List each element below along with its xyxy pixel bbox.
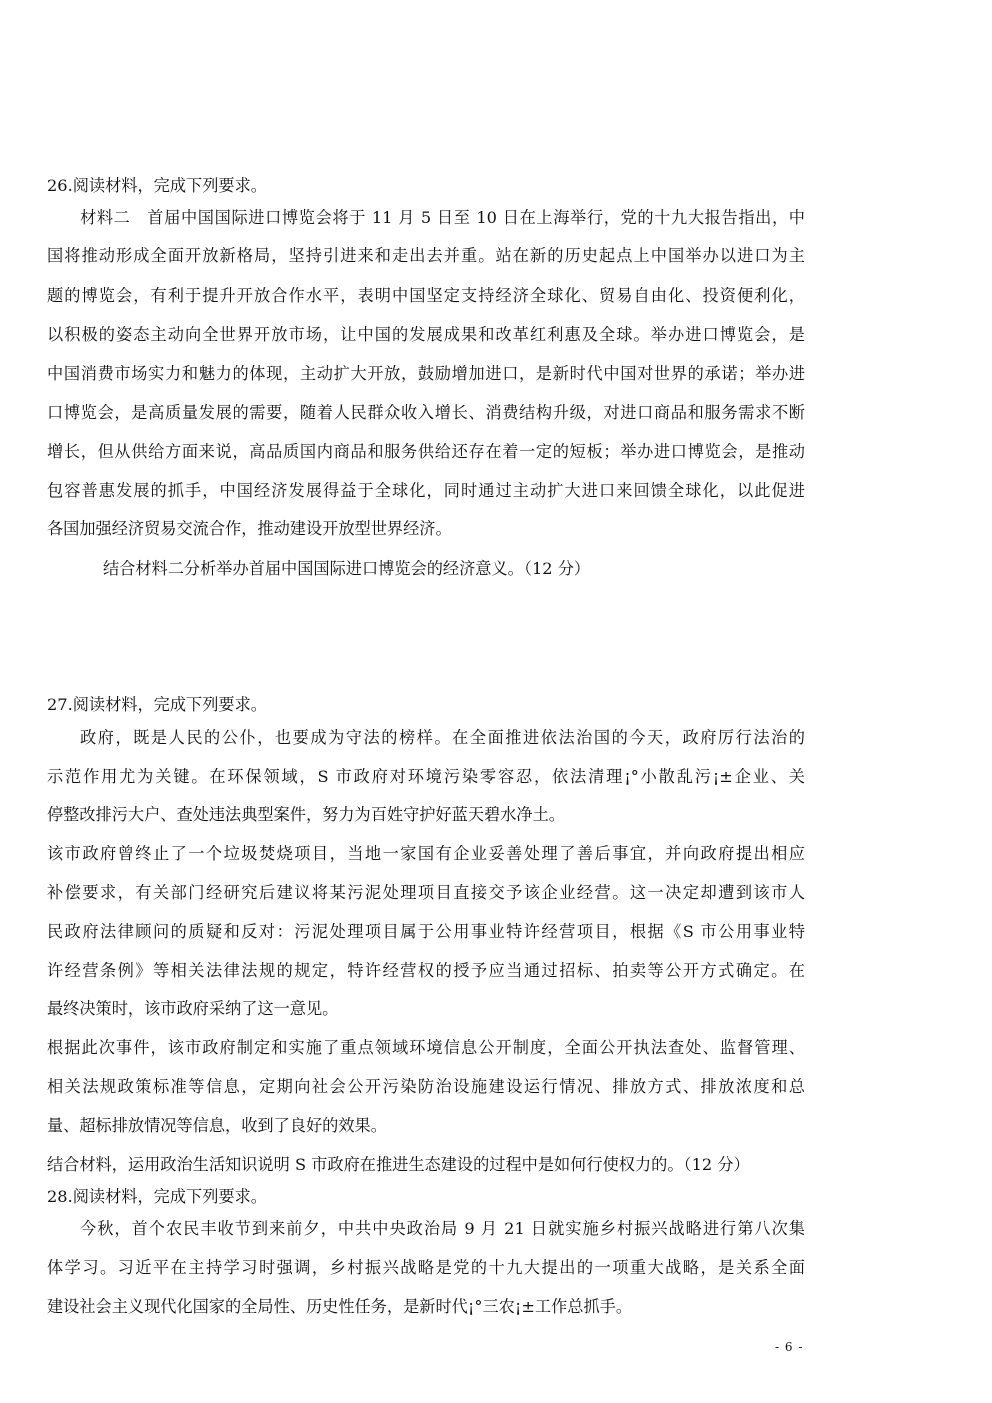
q27-question: 结合材料，运用政治生活知识说明 S 市政府在推进生态建设的过程中是如何行使权力的。（12 分）: [47, 1155, 750, 1174]
q26-line-2: 国将推动形成全面开放新格局，坚持引进来和走出去并重。站在新的历史起点上中国举办以进口为主: [47, 246, 805, 265]
q26-header: 26.阅读材料，完成下列要求。: [47, 176, 267, 195]
q26-line-7: 增长，但从供给方面来说，高品质国内商品和服务供给还存在着一定的短板；举办进口博览会，是推动: [47, 442, 805, 461]
q26-line-1: 材料二 首届中国国际进口博览会将于 11 月 5 日至 10 日在上海举行，党的十九大报告指出，中: [80, 208, 805, 227]
q28-line-2: 体学习。习近平在主持学习时强调，乡村振兴战略是党的十九大提出的一项重大战略，是关系全面: [47, 1258, 805, 1277]
q27-p1-line-2: 示范作用尤为关键。在环保领域，S 市政府对环境污染零容忍，依法清理¡°小散乱污¡±企业、关: [47, 767, 805, 786]
q28-header: 28.阅读材料，完成下列要求。: [47, 1187, 267, 1206]
page-number: - 6 -: [775, 1340, 804, 1354]
q27-header: 27.阅读材料，完成下列要求。: [47, 695, 267, 714]
q27-p1-line-1: 政府，既是人民的公仆，也要成为守法的榜样。在全面推进依法治国的今天，政府厉行法治的: [80, 728, 805, 747]
q27-p2-line-2: 补偿要求，有关部门经研究后建议将某污泥处理项目直接交予该企业经营。这一决定却遭到该市人: [47, 883, 805, 902]
q27-p1-line-3: 停整改排污大户、查处违法典型案件，努力为百姓守护好蓝天碧水净土。: [47, 805, 565, 824]
q27-p3-line-3: 量、超标排放情况等信息，收到了良好的效果。: [47, 1116, 387, 1135]
q26-line-5: 中国消费市场实力和魅力的体现，主动扩大开放，鼓励增加进口，是新时代中国对世界的承诺；举办进: [47, 364, 805, 383]
q26-line-8: 包容普惠发展的抓手，中国经济发展得益于全球化，同时通过主动扩大进口来回馈全球化，以此促进: [47, 481, 805, 500]
q26-line-3: 题的博览会，有利于提升开放合作水平，表明中国坚定支持经济全球化、贸易自由化、投资便利化，: [47, 286, 805, 305]
q28-line-3: 建设社会主义现代化国家的全局性、历史性任务，是新时代¡°三农¡±工作总抓手。: [47, 1297, 633, 1316]
q28-line-1: 今秋，首个农民丰收节到来前夕，中共中央政治局 9 月 21 日就实施乡村振兴战略进行第八次集: [80, 1219, 805, 1238]
q26-line-9: 各国加强经济贸易交流合作，推动建设开放型世界经济。: [47, 519, 452, 538]
q27-p2-line-3: 民政府法律顾问的质疑和反对：污泥处理项目属于公用事业特许经营项目，根据《S 市公用事业特: [47, 922, 805, 941]
q27-p2-line-5: 最终决策时，该市政府采纳了这一意见。: [47, 999, 339, 1018]
q26-line-6: 口博览会，是高质量发展的需要，随着人民群众收入增长、消费结构升级，对进口商品和服务需求不断: [47, 403, 805, 422]
q27-p3-line-2: 相关法规政策标准等信息，定期向社会公开污染防治设施建设运行情况、排放方式、排放浓度和总: [47, 1077, 805, 1096]
q27-p2-line-1: 该市政府曾终止了一个垃圾焚烧项目，当地一家国有企业妥善处理了善后事宜，并向政府提出相应: [47, 844, 805, 863]
q26-line-4: 以积极的姿态主动向全世界开放市场，让中国的发展成果和改革红利惠及全球。举办进口博览会，是: [47, 325, 805, 344]
q26-question: 结合材料二分析举办首届中国国际进口博览会的经济意义。（12 分）: [103, 559, 591, 578]
q27-p3-line-1: 根据此次事件，该市政府制定和实施了重点领域环境信息公开制度，全面公开执法查处、监督管理、: [47, 1038, 805, 1057]
q27-p2-line-4: 许经营条例》等相关法律法规的规定，特许经营权的授予应当通过招标、拍卖等公开方式确定。在: [47, 961, 805, 980]
